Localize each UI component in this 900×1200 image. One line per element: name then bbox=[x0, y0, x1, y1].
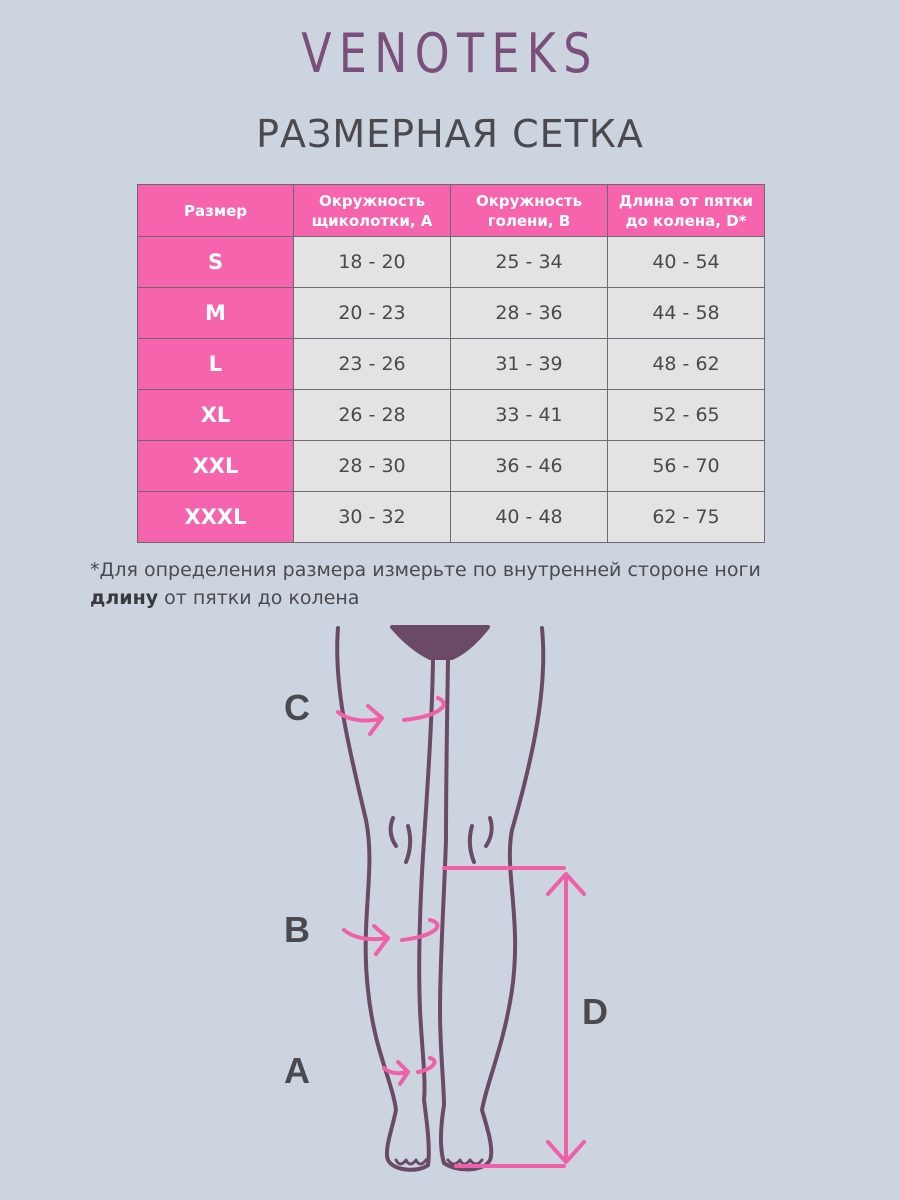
c-loop-back bbox=[404, 698, 444, 720]
knee-mark bbox=[391, 818, 396, 846]
legs-measurement-diagram bbox=[0, 600, 900, 1200]
note-text-end: от пятки до колена bbox=[158, 587, 360, 609]
label-a: A bbox=[284, 1050, 310, 1091]
knee-mark bbox=[470, 826, 474, 862]
left-leg-inner bbox=[419, 660, 433, 1165]
length-cell: 52 - 65 bbox=[608, 390, 765, 441]
table-row bbox=[138, 441, 765, 492]
ankle-cell: 18 - 20 bbox=[294, 237, 451, 288]
ankle-cell: 20 - 23 bbox=[294, 288, 451, 339]
size-cell: XXL bbox=[138, 441, 294, 492]
size-table bbox=[137, 184, 765, 543]
calf-cell: 25 - 34 bbox=[451, 237, 608, 288]
header-length: Длина от пятки до колена, D* bbox=[608, 185, 765, 237]
a-loop-back bbox=[418, 1058, 434, 1072]
calf-cell: 28 - 36 bbox=[451, 288, 608, 339]
size-cell: XXXL bbox=[138, 492, 294, 543]
knee-mark bbox=[486, 818, 492, 846]
toes bbox=[448, 1160, 482, 1164]
underwear-shape bbox=[392, 627, 488, 658]
ankle-cell: 23 - 26 bbox=[294, 339, 451, 390]
length-cell: 40 - 54 bbox=[608, 237, 765, 288]
ankle-cell: 26 - 28 bbox=[294, 390, 451, 441]
note-text-start: *Для определения размера измерьте по внутренней стороне ноги bbox=[90, 559, 761, 581]
length-cell: 44 - 58 bbox=[608, 288, 765, 339]
header-size: Размер bbox=[138, 185, 294, 237]
header-ankle: Окружность щиколотки, A bbox=[294, 185, 451, 237]
length-cell: 62 - 75 bbox=[608, 492, 765, 543]
right-leg-inner bbox=[440, 660, 448, 1163]
table-row bbox=[138, 288, 765, 339]
knee-mark bbox=[406, 826, 410, 862]
table-row bbox=[138, 492, 765, 543]
brand-logo: VENOTEKS bbox=[301, 22, 599, 85]
length-cell: 56 - 70 bbox=[608, 441, 765, 492]
size-cell: S bbox=[138, 237, 294, 288]
table-row bbox=[138, 339, 765, 390]
toes bbox=[396, 1160, 426, 1164]
ankle-cell: 30 - 32 bbox=[294, 492, 451, 543]
length-cell: 48 - 62 bbox=[608, 339, 765, 390]
measure-marks bbox=[338, 698, 584, 1166]
calf-cell: 31 - 39 bbox=[451, 339, 608, 390]
ankle-cell: 28 - 30 bbox=[294, 441, 451, 492]
size-cell: L bbox=[138, 339, 294, 390]
page-title: РАЗМЕРНАЯ СЕТКА bbox=[256, 112, 644, 156]
label-b: B bbox=[284, 909, 310, 950]
calf-cell: 33 - 41 bbox=[451, 390, 608, 441]
table-row bbox=[138, 390, 765, 441]
header-calf: Окружность голени, B bbox=[451, 185, 608, 237]
calf-cell: 36 - 46 bbox=[451, 441, 608, 492]
right-leg-outer bbox=[444, 628, 543, 1169]
note-bold-word: длину bbox=[90, 587, 159, 609]
left-leg-outer bbox=[337, 628, 428, 1170]
calf-cell: 40 - 48 bbox=[451, 492, 608, 543]
size-cell: XL bbox=[138, 390, 294, 441]
table-header-row bbox=[138, 185, 765, 237]
label-d: D bbox=[582, 991, 608, 1032]
table-row bbox=[138, 237, 765, 288]
size-cell: M bbox=[138, 288, 294, 339]
label-c: C bbox=[284, 687, 310, 728]
